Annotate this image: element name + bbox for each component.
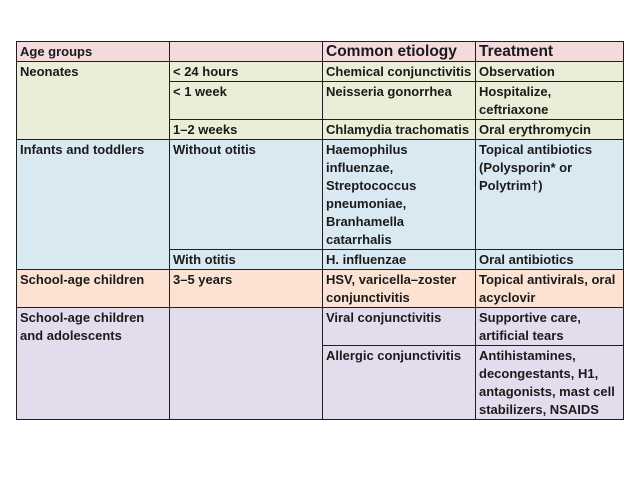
group-adolescents: School-age children and adolescents xyxy=(17,308,170,420)
treatment-cell: Topical antibiotics (Polysporin* or Polytrim†) xyxy=(476,140,624,250)
etiology-cell: Chlamydia trachomatis xyxy=(323,120,476,140)
header-row xyxy=(17,42,624,62)
treatment-cell: Supportive care, artificial tears xyxy=(476,308,624,346)
subgroup-cell: With otitis xyxy=(170,250,323,270)
treatment-cell: Observation xyxy=(476,62,624,82)
etiology-cell: Allergic conjunctivitis xyxy=(323,346,476,420)
etiology-cell: Viral conjunctivitis xyxy=(323,308,476,346)
etiology-cell: HSV, varicella–zoster conjunctivitis xyxy=(323,270,476,308)
group-neonates: Neonates xyxy=(17,62,170,140)
treatment-cell: Oral erythromycin xyxy=(476,120,624,140)
treatment-cell: Antihistamines, decongestants, H1, antagonists, mast cell stabilizers, NSAIDS xyxy=(476,346,624,420)
treatment-cell: Oral antibiotics xyxy=(476,250,624,270)
etiology-cell: Haemophilus influenzae, Streptococcus pneumoniae, Branhamella catarrhalis xyxy=(323,140,476,250)
header-treatment: Treatment xyxy=(476,42,624,62)
header-etiology: Common etiology xyxy=(323,42,476,62)
subgroup-cell: < 1 week xyxy=(170,82,323,120)
etiology-cell: Neisseria gonorrhea xyxy=(323,82,476,120)
subgroup-cell: Without otitis xyxy=(170,140,323,250)
header-subgroup xyxy=(170,42,323,62)
group-infants: Infants and toddlers xyxy=(17,140,170,270)
subgroup-cell xyxy=(170,308,323,420)
header-age-groups: Age groups xyxy=(17,42,170,62)
subgroup-cell: 1–2 weeks xyxy=(170,120,323,140)
subgroup-cell: < 24 hours xyxy=(170,62,323,82)
treatment-cell: Topical antivirals, oral acyclovir xyxy=(476,270,624,308)
conjunctivitis-table xyxy=(16,41,624,420)
group-school-age: School-age children xyxy=(17,270,170,308)
subgroup-cell: 3–5 years xyxy=(170,270,323,308)
treatment-cell: Hospitalize, ceftriaxone xyxy=(476,82,624,120)
table-row xyxy=(17,308,624,346)
table-row xyxy=(17,270,624,308)
table-row xyxy=(17,62,624,82)
etiology-cell: Chemical conjunctivitis xyxy=(323,62,476,82)
etiology-cell: H. influenzae xyxy=(323,250,476,270)
table-row xyxy=(17,140,624,250)
